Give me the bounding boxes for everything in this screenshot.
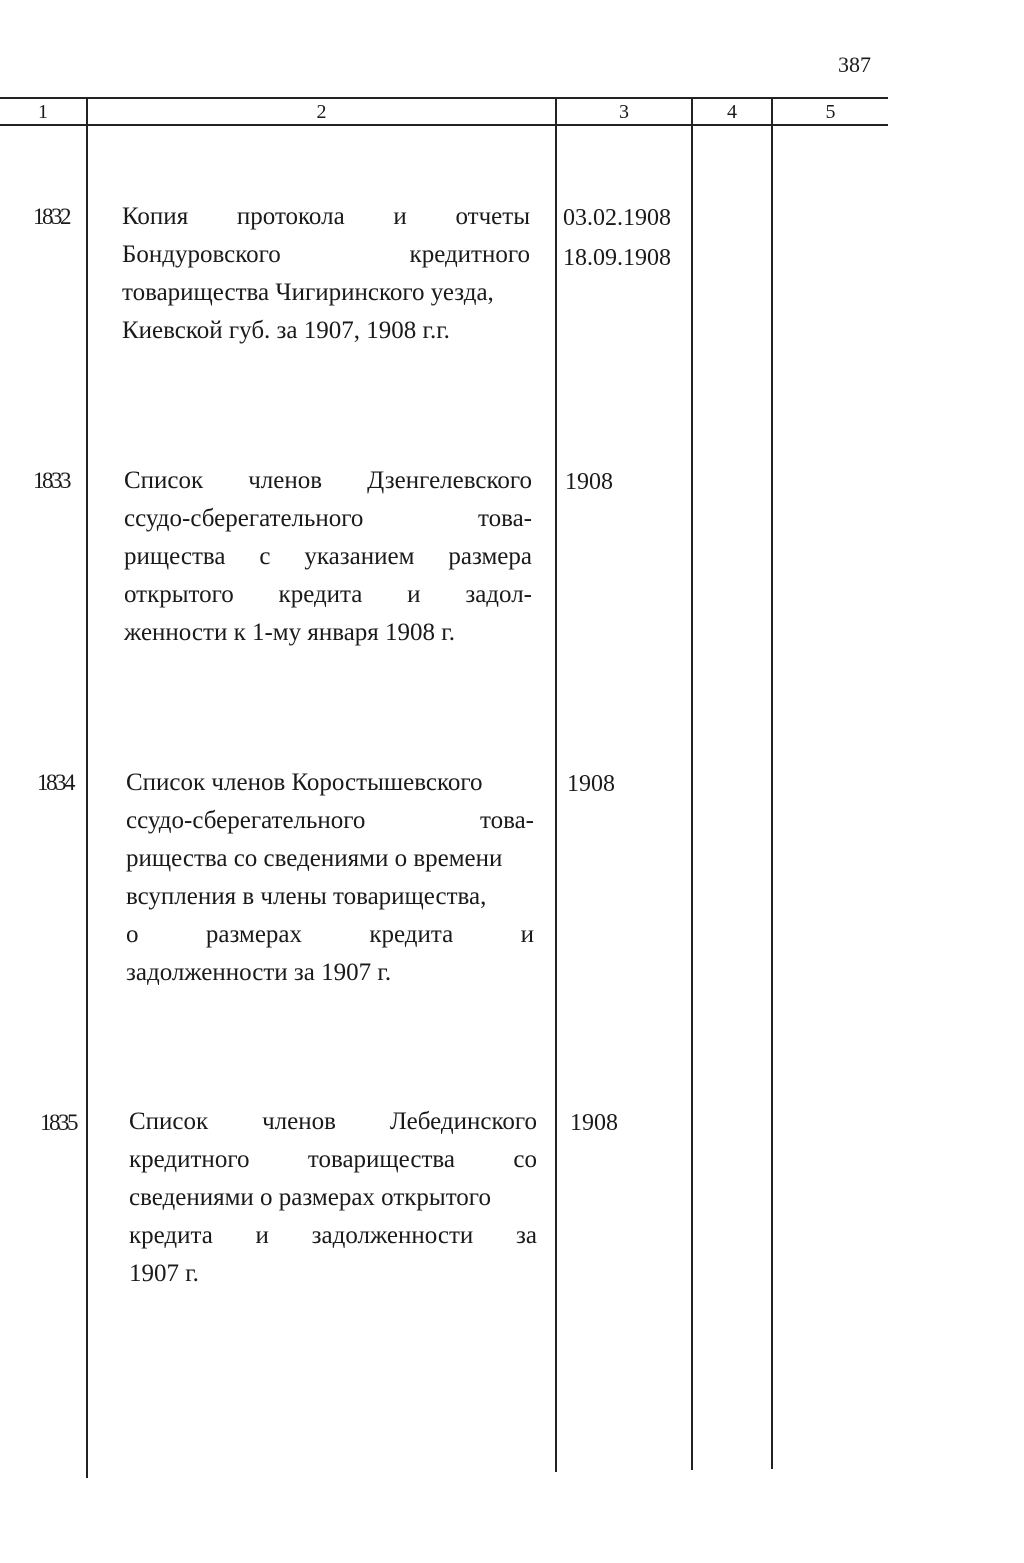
record-description xyxy=(124,462,532,652)
description-line: сведениями о размерах открытого xyxy=(129,1184,491,1211)
description-line: о размерах кредита и xyxy=(126,921,534,948)
description-line: женности к 1-му января 1908 г. xyxy=(124,619,455,646)
description-line: открытого кредита и задол- xyxy=(124,581,532,608)
record-description xyxy=(129,1103,537,1293)
description-line: Список членов Коростышевского xyxy=(126,769,483,796)
record-date: 1908 xyxy=(565,469,613,495)
description-line: всупления в члены товарищества, xyxy=(126,883,487,910)
description-line: рищества с указанием размера xyxy=(124,543,532,570)
column-header-5: 5 xyxy=(825,101,836,123)
record-number: 1832 xyxy=(33,204,69,229)
description-line: Киевской губ. за 1907, 1908 г.г. xyxy=(122,317,450,344)
column-divider-4 xyxy=(771,98,773,1469)
description-line: товарищества Чигиринского уезда, xyxy=(122,279,494,306)
record-number: 1834 xyxy=(37,770,73,795)
column-header-3: 3 xyxy=(619,101,629,123)
description-line: Список членов Лебединского xyxy=(129,1108,537,1135)
record-dates xyxy=(563,198,671,278)
column-header-4: 4 xyxy=(727,101,737,123)
record-date: 1908 xyxy=(567,771,615,797)
description-line: Копия протокола и отчеты xyxy=(122,203,530,230)
column-divider-3 xyxy=(691,98,693,1470)
column-header-2: 2 xyxy=(316,101,327,123)
description-line: кредитного товарищества со xyxy=(129,1146,537,1173)
description-line: ссудо-сберегательного това- xyxy=(126,807,534,834)
description-line: ссудо-сберегательного това- xyxy=(124,505,532,532)
header-bottom-rule xyxy=(0,124,888,126)
record-date: 1908 xyxy=(570,1110,618,1136)
column-header-1: 1 xyxy=(38,101,48,123)
record-number: 1833 xyxy=(33,468,69,493)
table-top-rule xyxy=(0,97,888,99)
page-number: 387 xyxy=(838,52,871,77)
record-dates xyxy=(570,1103,618,1143)
record-date: 18.09.1908 xyxy=(563,245,671,271)
record-description xyxy=(122,198,530,350)
description-line: Бондуровского кредитного xyxy=(122,241,530,268)
description-line: Список членов Дзенгелевского xyxy=(124,467,532,494)
description-line: рищества со сведениями о времени xyxy=(126,845,503,872)
record-description xyxy=(126,764,534,992)
record-dates xyxy=(567,764,615,804)
description-line: кредита и задолженности за xyxy=(129,1222,537,1249)
record-date: 03.02.1908 xyxy=(563,205,671,231)
record-number: 1835 xyxy=(40,1110,76,1135)
column-divider-1 xyxy=(86,98,88,1478)
record-dates xyxy=(565,462,613,502)
description-line: задолженности за 1907 г. xyxy=(126,959,392,986)
description-line: 1907 г. xyxy=(129,1260,199,1287)
column-divider-2 xyxy=(555,98,557,1472)
